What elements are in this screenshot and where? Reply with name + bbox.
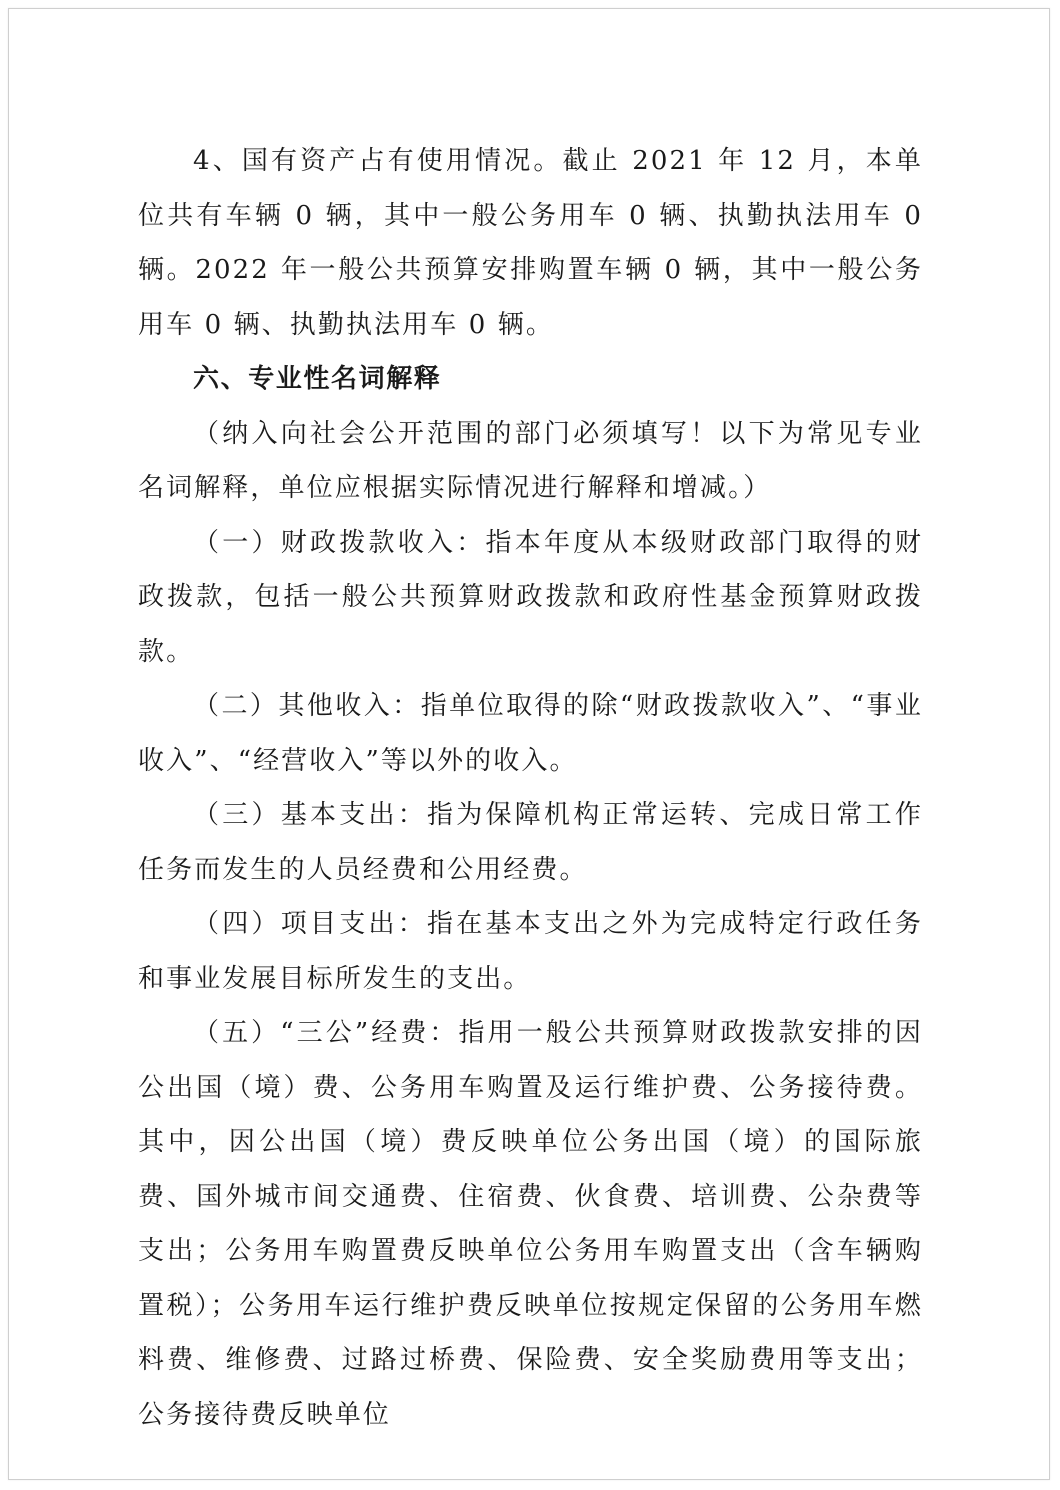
document-body	[138, 134, 923, 1442]
section-heading-terms: 六、专业性名词解释	[193, 364, 442, 394]
paragraph-term-4: （四）项目支出：指在基本支出之外为完成特定行政任务和事业发展目标所发生的支出。	[138, 909, 923, 994]
paragraph-term-1: （一）财政拨款收入：指本年度从本级财政部门取得的财政拨款，包括一般公共预算财政拨款和政府性基金预算财政拨款。	[138, 527, 923, 667]
paragraph-term-5: （五）“三公”经费：指用一般公共预算财政拨款安排的因公出国（境）费、公务用车购置及运行维护费、公务接待费。其中，因公出国（境）费反映单位公务出国（境）的国际旅费、国外城市间交通费、住宿费、伙食费、培训费、公杂费等支出；公务用车购置费反映单位公务用车购置支出（含车辆购置税）；公务用车运行维护费反映单位按规定保留的公务用车燃料费、维修费、过路过桥费、保险费、安全奖励费用等支出；公务接待费反映单位	[138, 1018, 923, 1430]
paragraph-note: （纳入向社会公开范围的部门必须填写！以下为常见专业名词解释，单位应根据实际情况进行解释和增减。）	[138, 418, 923, 503]
paragraph-term-3: （三）基本支出：指为保障机构正常运转、完成日常工作任务而发生的人员经费和公用经费。	[138, 800, 923, 885]
paragraph-term-2: （二）其他收入：指单位取得的除“财政拨款收入”、“事业收入”、“经营收入”等以外的收入。	[138, 691, 923, 776]
paragraph-asset-usage: 4、国有资产占有使用情况。截止 2021 年 12 月，本单位共有车辆 0 辆，其中一般公务用车 0 辆、执勤执法用车 0 辆。2022 年一般公共预算安排购置车辆 0 辆，其中一般公务用车 0 辆、执勤执法用车 0 辆。	[138, 146, 923, 340]
